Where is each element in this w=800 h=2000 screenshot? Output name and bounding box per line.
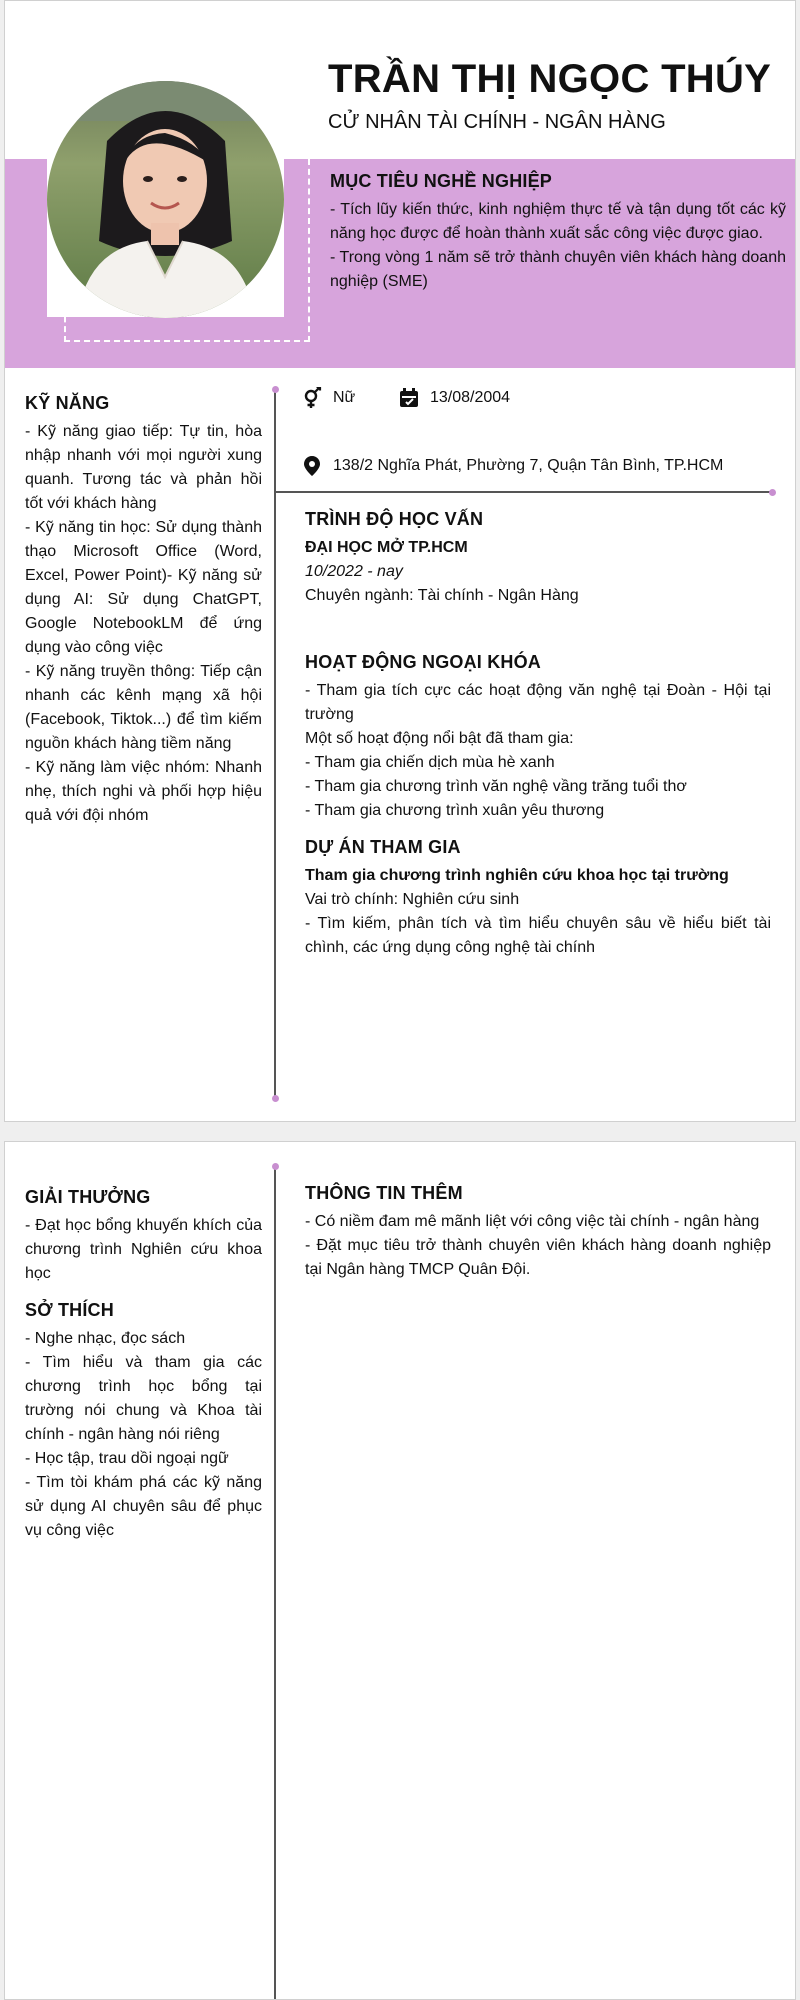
address-value: 138/2 Nghĩa Phát, Phường 7, Quận Tân Bình, TP.HCM (333, 457, 724, 474)
hobbies-heading: SỞ THÍCH (25, 1300, 114, 1320)
divider-top-dot (272, 386, 279, 393)
hobby-item: - Tìm hiểu và tham gia các chương trình học bổng tại trường nói chung và Khoa tài chính - ngân hàng nói riêng (25, 1354, 262, 1443)
hobby-item: - Học tập, trau dồi ngoại ngữ (25, 1450, 229, 1467)
skill-item: - Kỹ năng truyền thông: Tiếp cận nhanh các kênh mạng xã hội (Facebook, Tiktok...) để tìm kiếm nguồn khách hàng tiềm năng (25, 663, 262, 752)
activity-item: - Tham gia chương trình văn nghệ vầng trăng tuổi thơ (305, 778, 687, 795)
left-column (25, 1187, 262, 1543)
career-objective-line: - Trong vòng 1 năm sẽ trở thành chuyên viên khách hàng doanh nghiệp (SME) (330, 249, 786, 290)
activity-item: - Tham gia tích cực các hoạt động văn nghệ tại Đoàn - Hội tại trường (305, 682, 771, 723)
awards-heading: GIẢI THƯỞNG (25, 1187, 151, 1207)
extra-info-item: - Đặt mục tiêu trở thành chuyên viên khách hàng doanh nghiệp tại Ngân hàng TMCP Quân Đội. (305, 1237, 771, 1278)
divider-bottom-dot (272, 1095, 279, 1102)
extra-info-section (305, 1183, 771, 1282)
project-role: Vai trò chính: Nghiên cứu sinh (305, 891, 520, 908)
skill-item: - Kỹ năng làm việc nhóm: Nhanh nhẹ, thích nghi và phối hợp hiệu quả với đội nhóm (25, 759, 262, 824)
education-major: Chuyên ngành: Tài chính - Ngân Hàng (305, 587, 579, 604)
skills-section (25, 393, 262, 828)
column-divider (274, 389, 276, 1099)
cv-page-1 (4, 0, 796, 1122)
education-heading: TRÌNH ĐỘ HỌC VẤN (305, 509, 484, 529)
education-school: ĐẠI HỌC MỞ TP.HCM (305, 539, 468, 556)
column-divider (274, 1166, 276, 2000)
activity-item: - Tham gia chương trình xuân yêu thương (305, 802, 605, 819)
award-item: - Đạt học bổng khuyến khích của chương trình Nghiên cứu khoa học (25, 1217, 262, 1282)
skills-heading: KỸ NĂNG (25, 393, 110, 413)
extra-info-heading: THÔNG TIN THÊM (305, 1183, 463, 1203)
career-objective-line: - Tích lũy kiến thức, kinh nghiệm thực tế và tận dụng tốt các kỹ năng học được để hoàn thành xuất sắc công việc được giao. (330, 201, 786, 242)
extra-info-item: - Có niềm đam mê mãnh liệt với công việc tài chính - ngân hàng (305, 1213, 760, 1230)
divider-top-dot (272, 1163, 279, 1170)
gender-value: Nữ (333, 389, 356, 406)
activities-heading: HOẠT ĐỘNG NGOẠI KHÓA (305, 652, 541, 672)
hobby-item: - Nghe nhạc, đọc sách (25, 1330, 186, 1347)
projects-heading: DỰ ÁN THAM GIA (305, 837, 461, 857)
education-period: 10/2022 - nay (305, 563, 403, 580)
location-pin-icon (301, 455, 323, 477)
career-objective-section (330, 171, 786, 294)
activity-item: - Tham gia chiến dịch mùa hè xanh (305, 754, 555, 771)
profile-photo (47, 81, 284, 318)
career-objective-heading: MỤC TIÊU NGHỀ NGHIỆP (330, 171, 553, 191)
info-divider (275, 491, 771, 493)
candidate-title: CỬ NHÂN TÀI CHÍNH - NGÂN HÀNG (328, 111, 666, 133)
skill-item: - Kỹ năng giao tiếp: Tự tin, hòa nhập nhanh với mọi người xung quanh. Tương tác và phản hồi tốt với khách hàng (25, 423, 262, 512)
project-detail: - Tìm kiếm, phân tích và tìm hiểu chuyên sâu về hiểu biết tài chình, các ứng dụng công nghệ tài chính (305, 915, 771, 956)
right-column (305, 509, 771, 960)
project-name: Tham gia chương trình nghiên cứu khoa học tại trường (305, 867, 729, 884)
cv-page-2 (4, 1141, 796, 2000)
info-divider-dot (769, 489, 776, 496)
gender-row (301, 387, 355, 409)
gender-icon (301, 387, 323, 409)
birthday-row (398, 387, 510, 409)
candidate-name: TRẦN THỊ NGỌC THÚY (328, 57, 772, 101)
activity-item: Một số hoạt động nổi bật đã tham gia: (305, 730, 574, 747)
hobby-item: - Tìm tòi khám phá các kỹ năng sử dụng AI chuyên sâu để phục vụ công việc (25, 1474, 262, 1539)
address-row (301, 455, 723, 477)
birthday-value: 13/08/2004 (430, 389, 511, 406)
calendar-icon (398, 387, 420, 409)
skill-item: - Kỹ năng tin học: Sử dụng thành thạo Microsoft Office (Word, Excel, Power Point)- Kỹ năng sử dụng AI: Sử dụng ChatGPT, Google NotebookLM để ứng dụng vào công việc (25, 519, 262, 656)
